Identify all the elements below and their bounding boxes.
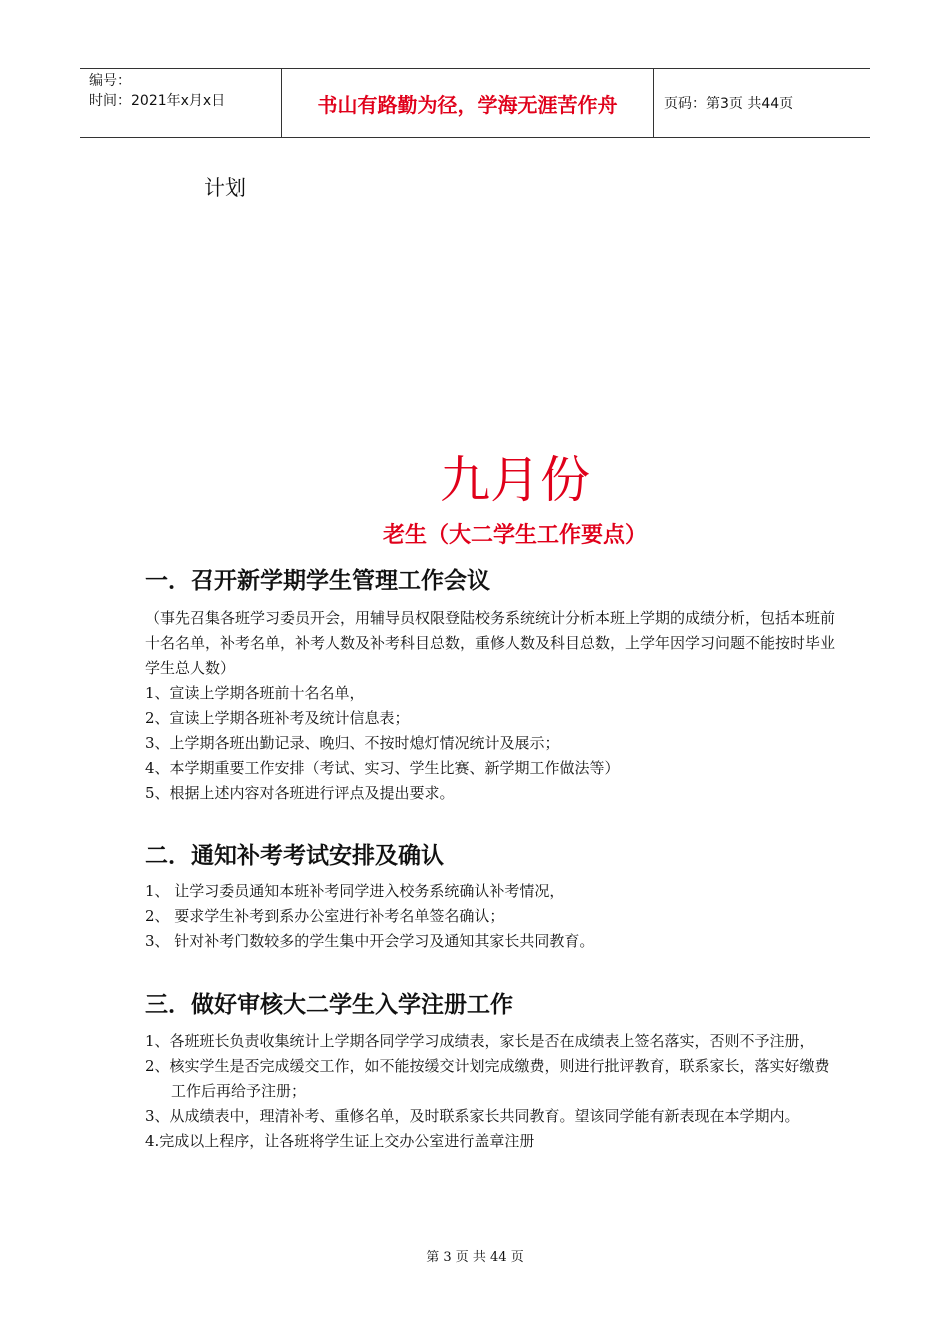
list-item: 1、 让学习委员通知本班补考同学进入校务系统确认补考情况， (145, 882, 565, 900)
list-item: 4、本学期重要工作安排（考试、实习、学生比赛、新学期工作做法等） (145, 759, 620, 777)
section-heading: 一．召开新学期学生管理工作会议 (145, 568, 490, 594)
list-item: 3、上学期各班出勤记录、晚归、不按时熄灯情况统计及展示； (145, 734, 560, 752)
list-item: 3、从成绩表中，理清补考、重修名单，及时联系家长共同教育。望该同学能有新表现在本学期内。 (145, 1107, 800, 1125)
section-1 (145, 566, 835, 806)
list-item: 2、宣读上学期各班补考及统计信息表； (145, 709, 410, 727)
list-item: 4.完成以上程序，让各班将学生证上交办公室进行盖章注册 (145, 1132, 535, 1150)
list-item: 3、 针对补考门数较多的学生集中开会学习及通知其家长共同教育。 (145, 932, 595, 950)
list-item: 1、宣读上学期各班前十名名单， (145, 684, 365, 702)
list-item: 2、 要求学生补考到系办公室进行补考名单签名确认； (145, 907, 505, 925)
header-meta-cell (80, 69, 282, 137)
list-item: 1、各班班长负责收集统计上学期各同学学习成绩表，家长是否在成绩表上签名落实，否则不予注册， (145, 1032, 815, 1050)
list-item: 5、根据上述内容对各班进行评点及提出要求。 (145, 784, 455, 802)
header-page-info: 页码：第3页 共44页 (664, 96, 794, 112)
section-3 (145, 990, 835, 1154)
page-subtitle: 老生（大二学生工作要点） (382, 523, 647, 548)
section-intro: （事先召集各班学习委员开会，用辅导员权限登陆校务系统统计分析本班上学期的成绩分析，包括本班前十名名单，补考名单，补考人数及补考科目总数，重修人数及科目总数，上学年因学习问题不能按时毕业学生总人数） (145, 609, 836, 677)
page-footer: 第 3 页 共 44 页 (426, 1250, 524, 1265)
date-line: 时间：2021年x月x日 (89, 93, 226, 109)
page-header (80, 68, 870, 138)
section-heading: 三．做好审核大二学生入学注册工作 (145, 992, 513, 1018)
section-2 (145, 841, 835, 954)
plan-word: 计划 (204, 176, 246, 200)
serial-label: 编号： (89, 73, 131, 89)
section-heading: 二．通知补考考试安排及确认 (145, 843, 444, 869)
page-title: 九月份 (440, 451, 590, 509)
header-motto: 书山有路勤为径，学海无涯苦作舟 (282, 69, 654, 137)
list-item: 2、核实学生是否完成缓交工作，如不能按缓交计划完成缴费，则进行批评教育，联系家长，落实好缴费工作后再给予注册； (145, 1057, 830, 1100)
